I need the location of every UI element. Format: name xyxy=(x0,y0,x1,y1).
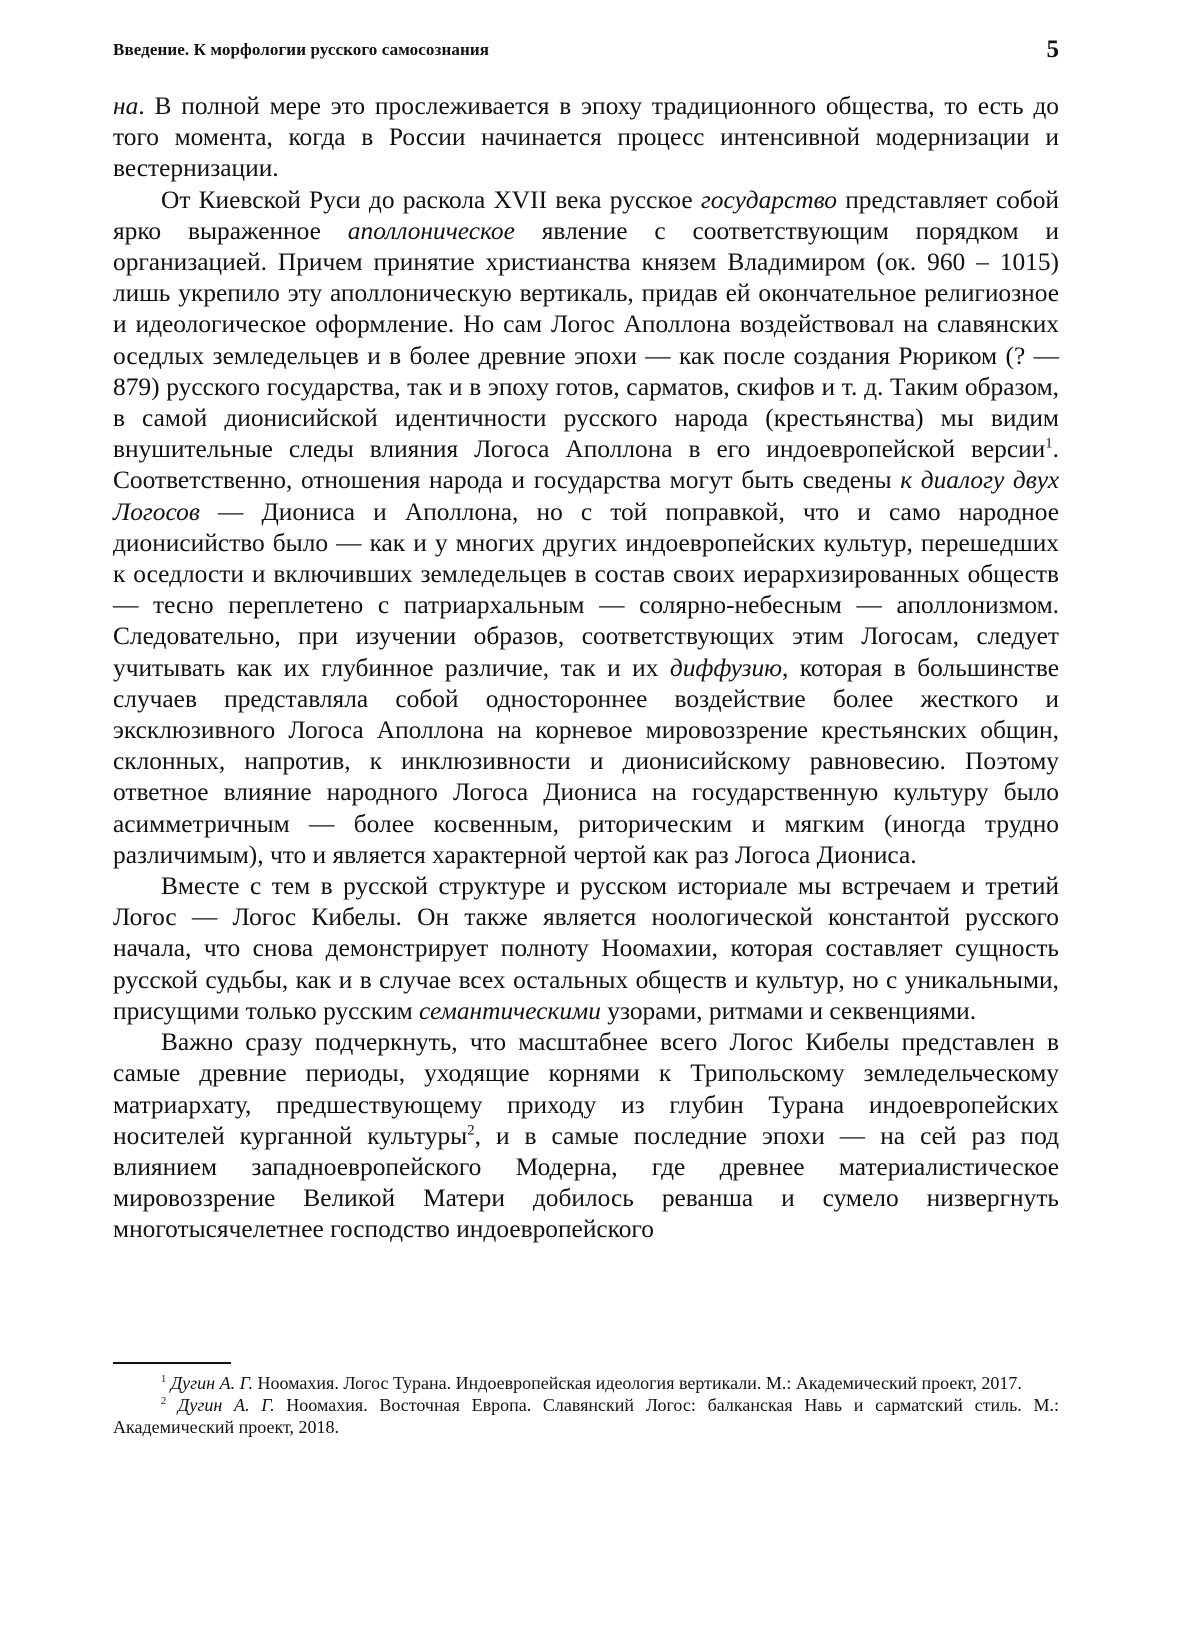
text-run: узорами, ритмами и секвенциями. xyxy=(600,996,977,1025)
paragraph xyxy=(113,185,1059,871)
footnote-text: Ноомахия. Логос Турана. Индоевропейская идеология вертикали. М.: Академический проект, 2017. xyxy=(253,1373,1022,1393)
footnote-marker: 2 xyxy=(161,1396,167,1407)
italic-phrase: семантическими xyxy=(419,996,601,1025)
text-run: От Киевской Руси до раскола XVII века русское xyxy=(161,185,701,214)
footnote-text: Ноомахия. Восточная Европа. Славянский Логос: балканская Навь и сарматский стиль. М.: Академический проект, 2018. xyxy=(113,1395,1059,1437)
italic-phrase: к диалогу двух Логосов xyxy=(113,466,1059,526)
footnote xyxy=(113,1372,1059,1394)
text-run: представляет собой ярко выраженное xyxy=(113,185,1059,245)
footnote-author: Дугин А. Г. xyxy=(170,1373,253,1393)
paragraph xyxy=(113,1027,1059,1245)
text-run: явление с соответствующим порядком и организацией. Причем принятие христианства князем Владимиром (ок. 960 – 1015) лишь укрепило эту аполлоническую вертикаль, придав ей окончательное религиозное и идеологическое оформление. Но сам Логос Аполлона воздействовал на славянских оседлых земледельцев и в более древние эпохи — как после создания Рюриком (? — 879) русского государства, так и в эпоху готов, сарматов, скифов и т. д. Таким образом, в самой дионисийской идентичности русского народа (крестьянства) мы видим внушительные следы влияния Логоса Аполлона в его индоевропейской версии xyxy=(113,216,1059,464)
italic-phrase: диффузию xyxy=(669,653,783,682)
italic-phrase: аполлоническое xyxy=(347,216,515,245)
footnote-reference: 2 xyxy=(467,1122,475,1139)
footnote-reference: 1 xyxy=(1045,435,1053,452)
running-title: Введение. К морфологии русского самосознания xyxy=(113,40,490,59)
text-run: , и в самые последние эпохи — на сей раз под влиянием западноевропейского Модерна, где древнее материалистическое мировоззрение Великой Матери добилось реванша и сумело низвергнуть многотысячелетнее господство индоевропейского xyxy=(113,1121,1059,1244)
footnotes xyxy=(113,1372,1059,1438)
italic-phrase: государство xyxy=(700,185,837,214)
text-run: — Диониса и Аполлона, но с той поправкой, что и само народное дионисийство было — как и у многих других индоевропейских культур, перешедших к оседлости и включивших земледельцев в состав своих иерархизированных обществ — тесно переплетено с патриархальным — солярно-небесным — аполлонизмом. Следовательно, при изучении образов, соответствующих этим Логосам, следует учитывать как их глубинное различие, так и их xyxy=(113,497,1059,682)
footnote xyxy=(113,1394,1059,1438)
page-number: 5 xyxy=(1046,36,1059,63)
footnote-marker: 1 xyxy=(161,1374,167,1385)
text-run: Вместе с тем в русской структуре и русском историале мы встречаем и третий Логос — Логос Кибелы. Он также является ноологической константой русского начала, что снова демонстрирует полноту Ноомахии, которая составляет сущность русской судьбы, как и в случае всех остальных обществ и культур, но с уникальными, присущими только русским xyxy=(113,872,1059,1025)
body-text xyxy=(113,91,1059,1246)
italic-phrase: на xyxy=(113,92,139,120)
paragraph xyxy=(113,871,1059,1027)
text-run: . Соответственно, отношения народа и государства могут быть сведены xyxy=(113,435,1059,495)
paragraph xyxy=(113,91,1059,185)
running-head xyxy=(113,36,1059,70)
footnote-divider xyxy=(113,1362,231,1364)
footnote-author: Дугин А. Г. xyxy=(177,1395,275,1415)
text-run: . В полной мере это прослеживается в эпоху традиционного общества, то есть до того момента, когда в России начинается процесс интенсивной модернизации и вестернизации. xyxy=(113,92,1059,183)
text-run: Важно сразу подчеркнуть, что масштабнее всего Логос Кибелы представлен в самые древние периоды, уходящие корнями к Трипольскому земледельческому матриархату, предшествующему приходу из глубин Турана индоевропейских носителей курганной культуры xyxy=(113,1028,1059,1150)
text-run: , которая в большинстве случаев представляла собой одностороннее воздействие более жесткого и эксклюзивного Логоса Аполлона на корневое мировоззрение крестьянских общин, склонных, напротив, к инклюзивности и дионисийскому равновесию. Поэтому ответное влияние народного Логоса Диониса на государственную культуру было асимметричным — более косвенным, риторическим и мягким (иногда трудно различимым), что и является характерной чертой как раз Логоса Диониса. xyxy=(113,653,1059,869)
